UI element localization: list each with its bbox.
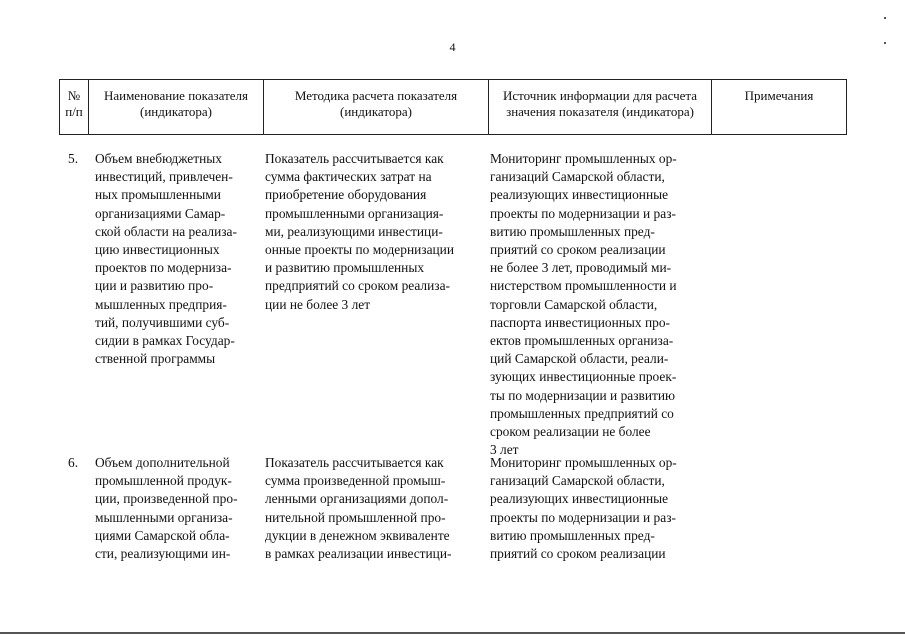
text-line: мышленных предприя- (95, 296, 227, 312)
text-line: предприятий со сроком реализа- (265, 278, 450, 294)
text-line: ектов промышленных организа- (490, 333, 674, 349)
text-line: приятий со сроком реализации (490, 242, 666, 258)
text-line: промышленными организация- (265, 205, 444, 221)
text-line: Показатель рассчитывается как (265, 151, 444, 166)
text-line: циями Самарской обла- (95, 527, 230, 543)
text-line: проекты по модернизации и раз- (490, 205, 676, 221)
page-number: 4 (449, 40, 456, 54)
text-line: цию инвестиционных (95, 242, 220, 258)
text-line: ты по модернизации и развитию (490, 387, 676, 403)
text-line: нистерством промышленности и (490, 278, 677, 294)
text-line: сидии в рамках Государ- (95, 333, 235, 349)
text-line: в рамках реализации инвестици- (265, 546, 452, 562)
text-line: промышленных предприятий со (490, 405, 674, 421)
header-num: № п/п (60, 80, 89, 135)
text-line: и развитию промышленных (265, 260, 425, 276)
text-line: ции и развитию про- (95, 278, 214, 294)
header-name: Наименование показателя (индикатора) (89, 80, 264, 135)
scan-edge-line (0, 632, 905, 634)
text-line: нительной промышленной про- (265, 509, 446, 525)
text-line: приятий со сроком реализации (490, 546, 666, 562)
text-line: ции, произведенной про- (95, 491, 238, 507)
text-line: инвестиций, привлечен- (95, 169, 233, 185)
indicator-name (87, 150, 262, 459)
text-line: Мониторинг промышленных ор- (490, 455, 677, 470)
text-line: ций Самарской области, реали- (490, 351, 669, 367)
text-line: ской области на реализа- (95, 223, 237, 239)
text-line: ми, реализующими инвестици- (265, 223, 443, 239)
text-line: зующих инвестиционные проек- (490, 369, 677, 385)
text-line: ных промышленными (95, 187, 221, 203)
text-line: дукции в денежном эквиваленте (265, 527, 450, 543)
text-line: Показатель рассчитывается как (265, 455, 444, 470)
text-line: витию промышленных пред- (490, 223, 655, 239)
text-line: ции не более 3 лет (265, 296, 371, 312)
text-line: реализующих инвестиционные (490, 187, 669, 203)
header-source: Источник информации для расчета значения показателя (индикатора) (489, 80, 712, 135)
text-line: проекты по модернизации и раз- (490, 509, 676, 525)
row-number: 6. (68, 455, 79, 470)
text-line: сумма произведенной промыш- (265, 473, 446, 489)
notes (710, 150, 845, 459)
calculation-method (262, 150, 487, 459)
header-notes: Примечания (712, 80, 847, 135)
text-line: реализующих инвестиционные (490, 491, 669, 507)
text-line: Мониторинг промышленных ор- (490, 151, 677, 166)
table-row (59, 150, 845, 459)
calculation-method (262, 454, 487, 563)
text-line: ленными организациями допол- (265, 491, 449, 507)
text-line: организациями Самар- (95, 205, 226, 221)
text-line: витию промышленных пред- (490, 527, 655, 543)
text-line: ганизаций Самарской области, (490, 473, 665, 489)
text-line: ственной программы (95, 351, 216, 367)
notes (710, 454, 845, 563)
indicator-name (87, 454, 262, 563)
text-line: 3 лет (490, 442, 519, 458)
text-line: промышленной продук- (95, 473, 232, 489)
text-line: тий, получившими суб- (95, 314, 230, 330)
text-line: проектов по модерниза- (95, 260, 232, 276)
header-method: Методика расчета показателя (индикатора) (264, 80, 489, 135)
text-line: торговли Самарской области, (490, 296, 658, 312)
table-header (59, 79, 847, 135)
scan-mark (884, 42, 886, 44)
text-line: приобретение оборудования (265, 187, 427, 203)
text-line: не более 3 лет, проводимый ми- (490, 260, 672, 276)
text-line: онные проекты по модернизации (265, 242, 455, 258)
text-line: паспорта инвестиционных про- (490, 314, 670, 330)
scan-mark (884, 17, 886, 19)
text-line: сти, реализующими ин- (95, 546, 231, 562)
text-line: сроком реализации не более (490, 424, 651, 440)
text-line: ганизаций Самарской области, (490, 169, 665, 185)
text-line: сумма фактических затрат на (265, 169, 432, 185)
table-row (59, 454, 845, 563)
information-source (487, 150, 710, 459)
information-source (487, 454, 710, 563)
text-line: Объем дополнительной (95, 455, 230, 470)
text-line: мышленными организа- (95, 509, 233, 525)
row-number: 5. (68, 151, 79, 166)
text-line: Объем внебюджетных (95, 151, 222, 166)
